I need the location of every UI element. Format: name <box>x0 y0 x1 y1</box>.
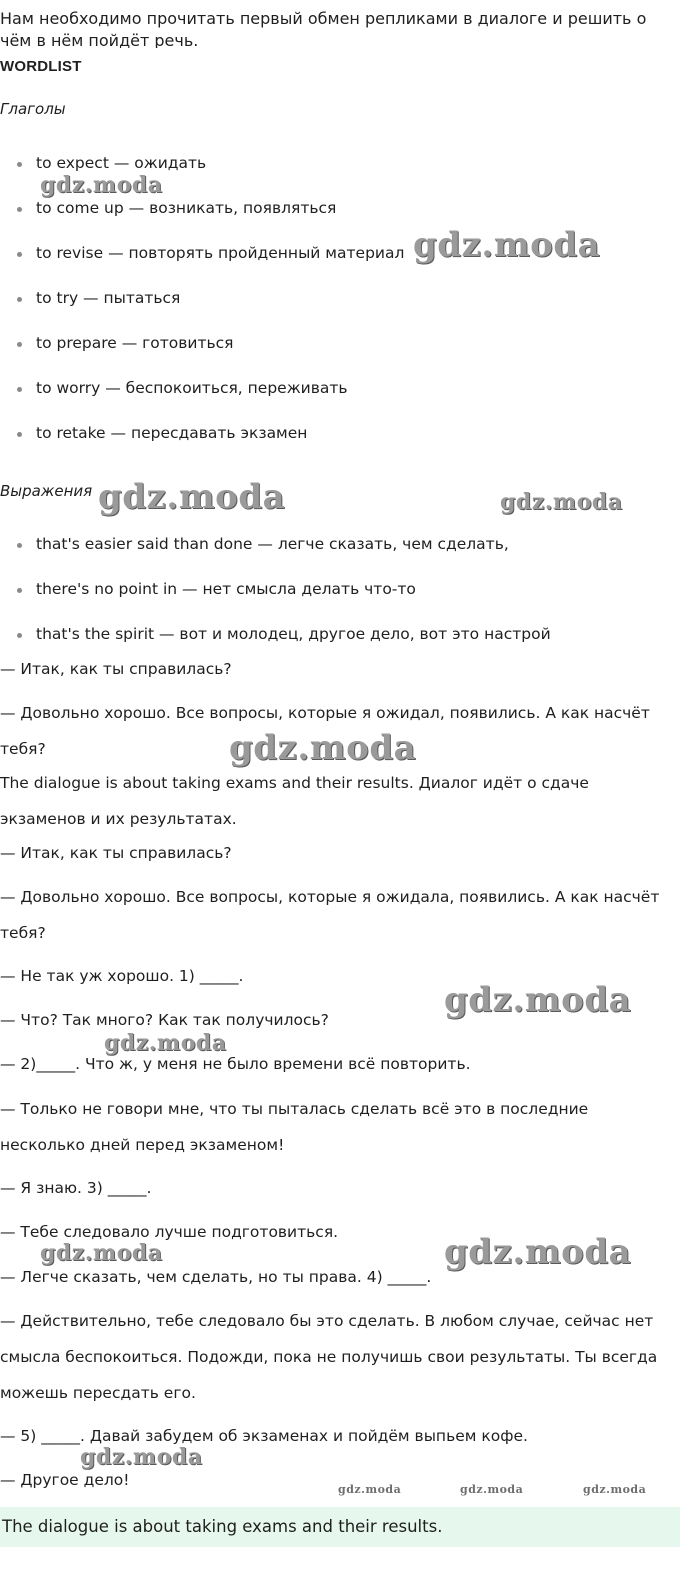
exchange-line: — Довольно хорошо. Все вопросы, которые я ожидал, появились. А как насчёт тебя? <box>0 704 650 758</box>
dialogue-line: — Только не говори мне, что ты пыталась сделать всё это в последние несколько дней перед экзаменом! <box>0 1100 589 1154</box>
list-item: to come up — возникать, появляться <box>0 197 680 242</box>
list-item: that's easier said than done — легче сказать, чем сделать, <box>0 533 680 578</box>
intro-sentence: Нам необходимо прочитать первый обмен репликами в диалоге и решить о чём в нём пойдёт речь. <box>0 9 647 48</box>
watermark-logo: gdz.moda <box>460 1483 524 1496</box>
wordlist-heading: WORDLIST <box>0 58 82 75</box>
answer-box <box>0 1507 680 1547</box>
dialogue-line: — Что? Так много? Как так получилось? <box>0 1011 329 1029</box>
list-item: to prepare — готовиться <box>0 332 680 377</box>
watermark-logo: gdz.moda <box>40 1240 163 1266</box>
watermark-logo: gdz.moda <box>444 1232 632 1272</box>
phrases-label: Выражения <box>0 482 93 500</box>
list-item: there's no point in — нет смысла делать что-то <box>0 578 680 623</box>
list-item: to worry — беспокоиться, переживать <box>0 377 680 422</box>
watermark-logo: gdz.moda <box>413 225 601 265</box>
phrases-list <box>0 533 680 668</box>
exchange-line: — Итак, как ты справилась? <box>0 660 232 678</box>
dialogue-line: — Итак, как ты справилась? <box>0 844 232 862</box>
watermark-logo: gdz.moda <box>444 980 632 1020</box>
watermark-logo: gdz.moda <box>80 1444 203 1470</box>
watermark-logo: gdz.moda <box>583 1483 647 1496</box>
dialogue-line: — Другое дело! <box>0 1471 130 1489</box>
watermark-logo: gdz.moda <box>500 489 623 515</box>
summary-text: The dialogue is about taking exams and their results. Диалог идёт о сдаче экзаменов и их результатах. <box>0 774 589 828</box>
verbs-list <box>0 152 680 467</box>
intro-clip <box>0 8 675 48</box>
list-item: to revise — повторять пройденный материал <box>0 242 680 287</box>
dialogue-line: — 2)_____. Что ж, у меня не было времени всё повторить. <box>0 1055 471 1073</box>
dialogue-line: — Тебе следовало лучше подготовиться. <box>0 1223 339 1241</box>
verbs-label: Глаголы <box>0 100 66 118</box>
watermark-logo: gdz.moda <box>104 1030 227 1056</box>
list-item: to retake — пересдавать экзамен <box>0 422 680 467</box>
dialogue-line: — Довольно хорошо. Все вопросы, которые я ожидала, появились. А как насчёт тебя? <box>0 888 660 942</box>
answer-text: The dialogue is about taking exams and their results. <box>2 1517 443 1536</box>
watermark-logo: gdz.moda <box>229 728 417 768</box>
list-item: to expect — ожидать <box>0 152 680 197</box>
dialogue-line: — Не так уж хорошо. 1) _____. <box>0 967 244 985</box>
list-item: that's the spirit — вот и молодец, другое дело, вот это настрой <box>0 623 680 668</box>
list-item: to try — пытаться <box>0 287 680 332</box>
dialogue-line: — Легче сказать, чем сделать, но ты права. 4) _____. <box>0 1268 432 1286</box>
watermark-logo: gdz.moda <box>40 172 163 198</box>
dialogue-line: — Действительно, тебе следовало бы это сделать. В любом случае, сейчас нет смысла беспокоиться. Подожди, пока не получишь свои результаты. Ты всегда можешь пересдать его. <box>0 1312 658 1402</box>
dialogue-line: — Я знаю. 3) _____. <box>0 1179 152 1197</box>
intro-text <box>0 8 675 50</box>
watermark-logo: gdz.moda <box>338 1483 402 1496</box>
dialogue-line: — 5) _____. Давай забудем об экзаменах и пойдём выпьем кофе. <box>0 1427 528 1445</box>
watermark-logo: gdz.moda <box>98 477 286 517</box>
